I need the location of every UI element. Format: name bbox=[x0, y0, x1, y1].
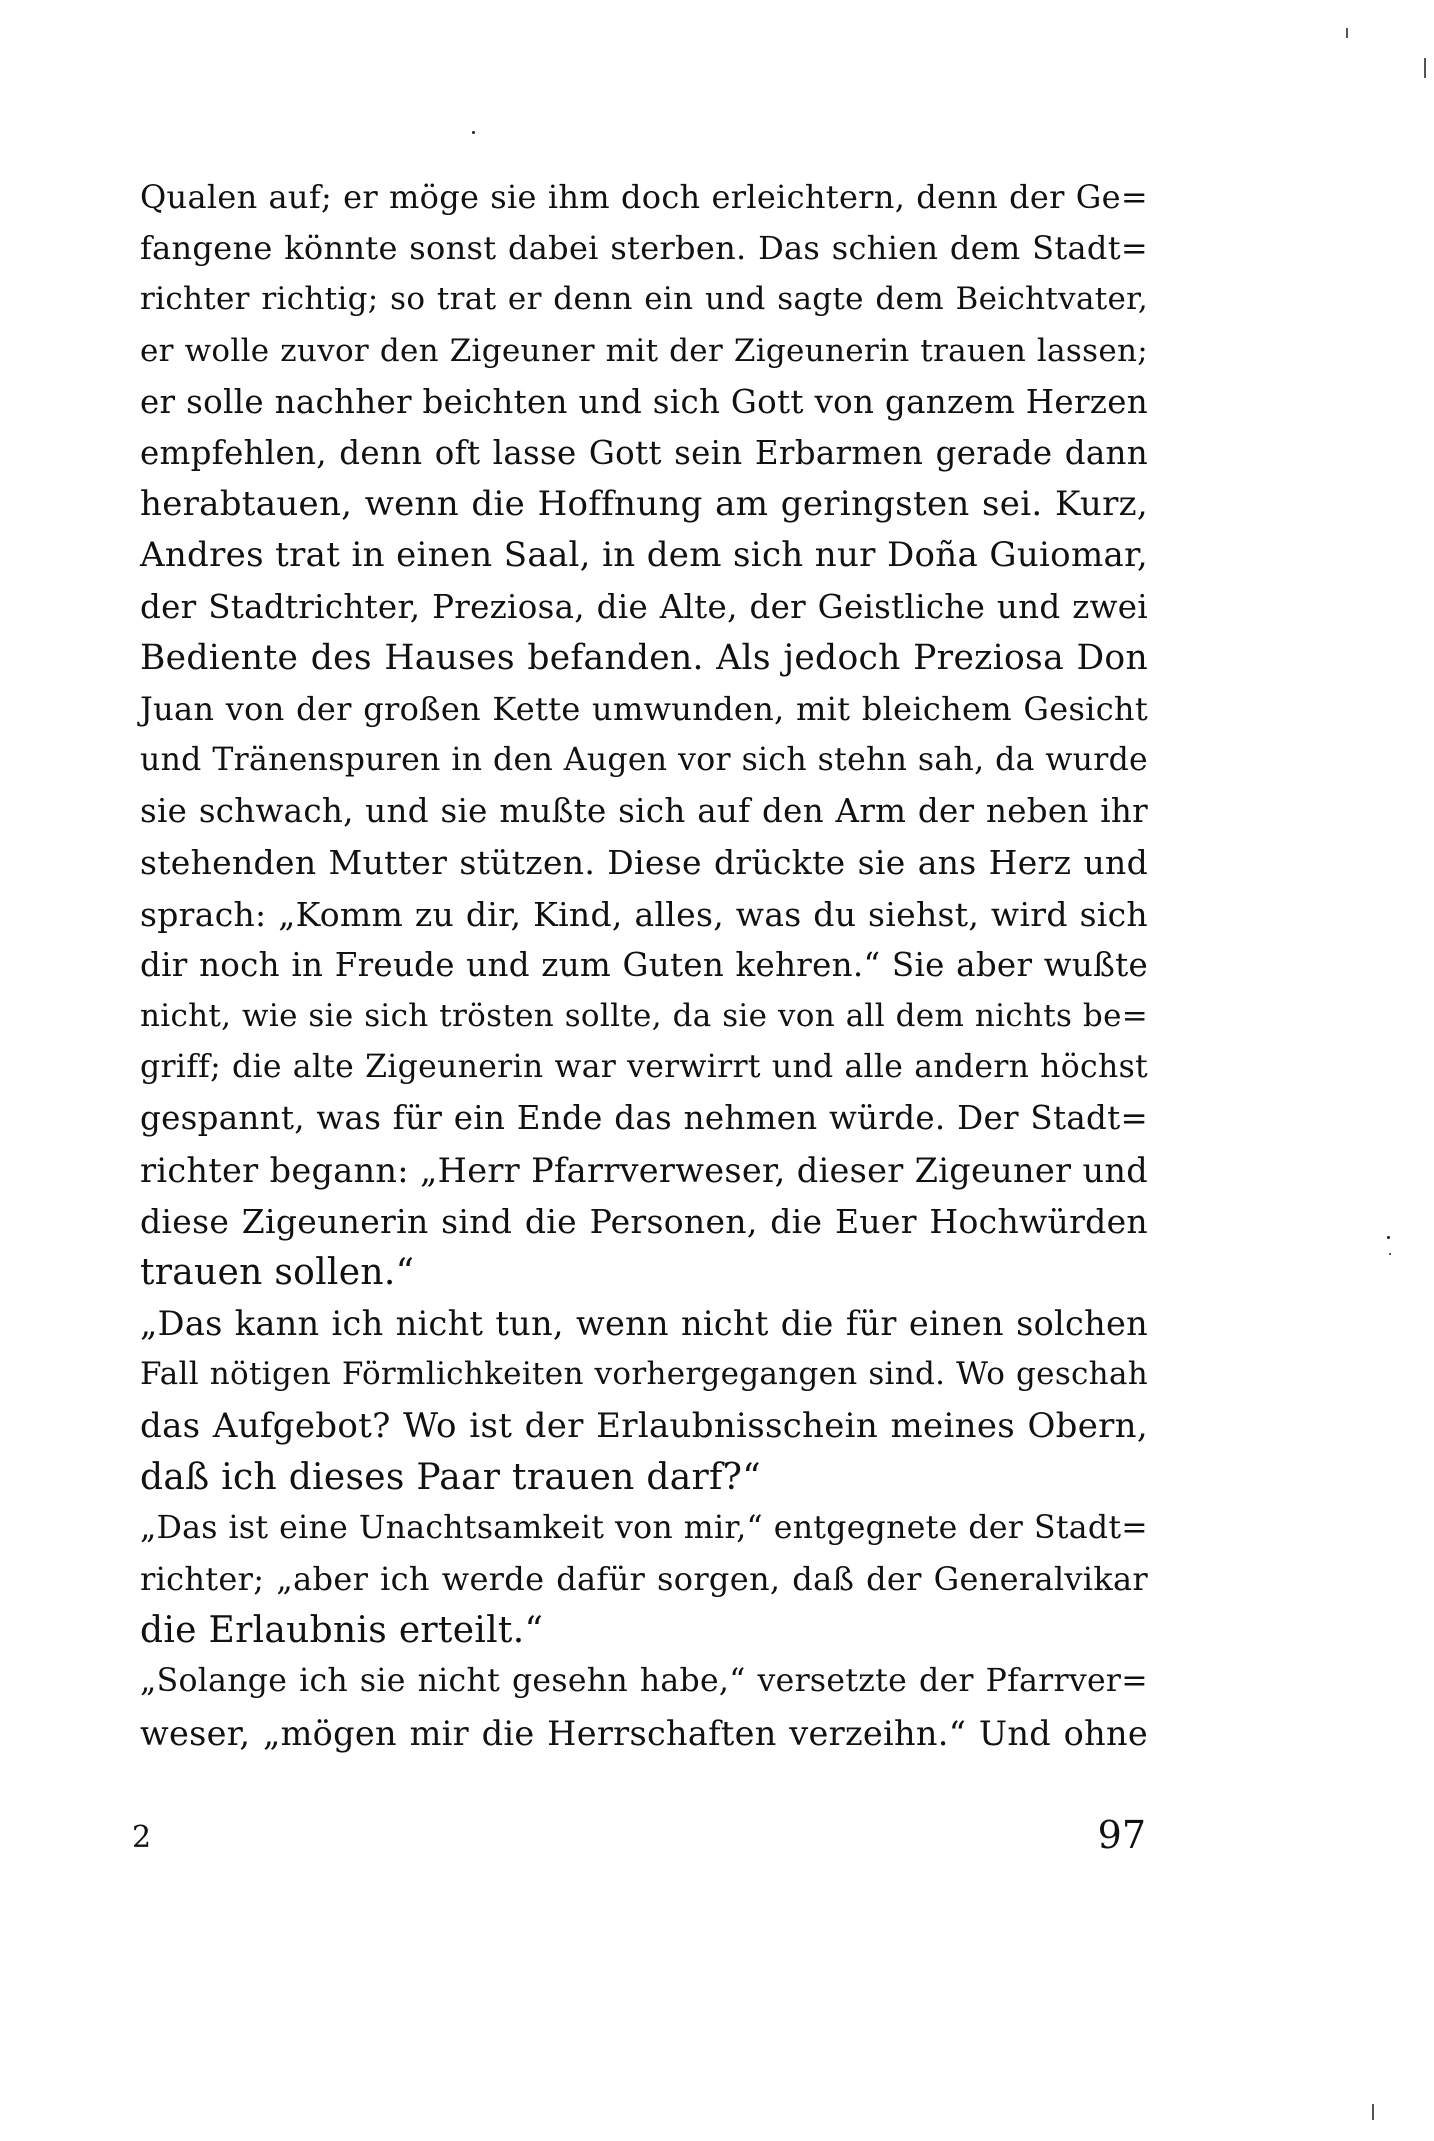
text-line: daß ich dieses Paar trauen darf?“ bbox=[140, 1456, 761, 1498]
text-line: gespannt, was für ein Ende das nehmen würde. Der Stadt= bbox=[140, 1099, 1148, 1138]
text-line: „Solange ich sie nicht gesehn habe,“ versetzte der Pfarrver= bbox=[140, 1663, 1148, 1700]
text-line: nicht, wie sie sich trösten sollte, da sie von all dem nichts be= bbox=[140, 998, 1148, 1034]
text-line: trauen sollen.“ bbox=[140, 1251, 415, 1293]
page-edge-mark bbox=[1372, 2104, 1374, 2120]
text-line: Fall nötigen Förmlichkeiten vorhergegangen sind. Wo geschah bbox=[140, 1356, 1148, 1393]
text-line: sprach: „Komm zu dir, Kind, alles, was du siehst, wird sich bbox=[140, 894, 1148, 934]
text-line: richter richtig; so trat er denn ein und sagte dem Beichtvater, bbox=[140, 281, 1148, 318]
body-text bbox=[140, 172, 1148, 1759]
text-line: diese Zigeunerin sind die Personen, die Euer Hochwürden bbox=[140, 1201, 1148, 1241]
text-line: er solle nachher beichten und sich Gott von ganzem Herzen bbox=[140, 382, 1148, 421]
text-line: dir noch in Freude und zum Guten kehren.“ Sie aber wußte bbox=[140, 945, 1148, 984]
text-line: Qualen auf; er möge sie ihm doch erleichtern, denn der Ge= bbox=[140, 178, 1148, 216]
text-line: sie schwach, und sie mußte sich auf den Arm der neben ihr bbox=[140, 792, 1148, 831]
text-line: richter; „aber ich werde dafür sorgen, daß der Generalvikar bbox=[140, 1560, 1148, 1599]
print-speck bbox=[1387, 1236, 1390, 1239]
print-speck bbox=[1389, 1253, 1391, 1255]
text-line: „Das kann ich nicht tun, wenn nicht die für einen solchen bbox=[140, 1304, 1148, 1344]
text-line: er wolle zuvor den Zigeuner mit der Zigeunerin trauen lassen; bbox=[140, 332, 1148, 369]
page-edge-mark bbox=[1424, 58, 1426, 78]
text-line: griff; die alte Zigeunerin war verwirrt und alle andern höchst bbox=[140, 1049, 1148, 1086]
text-line: richter begann: „Herr Pfarrverweser, dieser Zigeuner und bbox=[140, 1150, 1148, 1190]
text-line: die Erlaubnis erteilt.“ bbox=[140, 1610, 544, 1652]
text-line: fangene könnte sonst dabei sterben. Das schien dem Stadt= bbox=[140, 229, 1148, 268]
text-line: Juan von der großen Kette umwunden, mit bleichem Gesicht bbox=[140, 689, 1148, 728]
text-line: empfehlen, denn oft lasse Gott sein Erbarmen gerade dann bbox=[140, 433, 1148, 472]
text-line: „Das ist eine Unachtsamkeit von mir,“ entgegnete der Stadt= bbox=[140, 1509, 1148, 1546]
printer-signature: 2 bbox=[132, 1820, 152, 1855]
text-line: Andres trat in einen Saal, in dem sich nur Doña Guiomar, bbox=[140, 535, 1148, 576]
text-line: das Aufgebot? Wo ist der Erlaubnisschein meines Obern, bbox=[140, 1405, 1148, 1446]
print-speck bbox=[472, 131, 475, 134]
page-number: 97 bbox=[1097, 1813, 1146, 1857]
text-line: stehenden Mutter stützen. Diese drückte sie ans Herz und bbox=[140, 843, 1148, 883]
text-line: und Tränenspuren in den Augen vor sich stehn sah, da wurde bbox=[140, 742, 1148, 779]
page-edge-mark bbox=[1346, 28, 1348, 38]
text-line: weser, „mögen mir die Herrschaften verzeihn.“ Und ohne bbox=[140, 1713, 1148, 1753]
text-line: herabtauen, wenn die Hoffnung am geringsten sei. Kurz, bbox=[140, 484, 1148, 525]
text-line: der Stadtrichter, Preziosa, die Alte, der Geistliche und zwei bbox=[140, 587, 1148, 626]
text-line: Bediente des Hauses befanden. Als jedoch Preziosa Don bbox=[140, 637, 1148, 678]
